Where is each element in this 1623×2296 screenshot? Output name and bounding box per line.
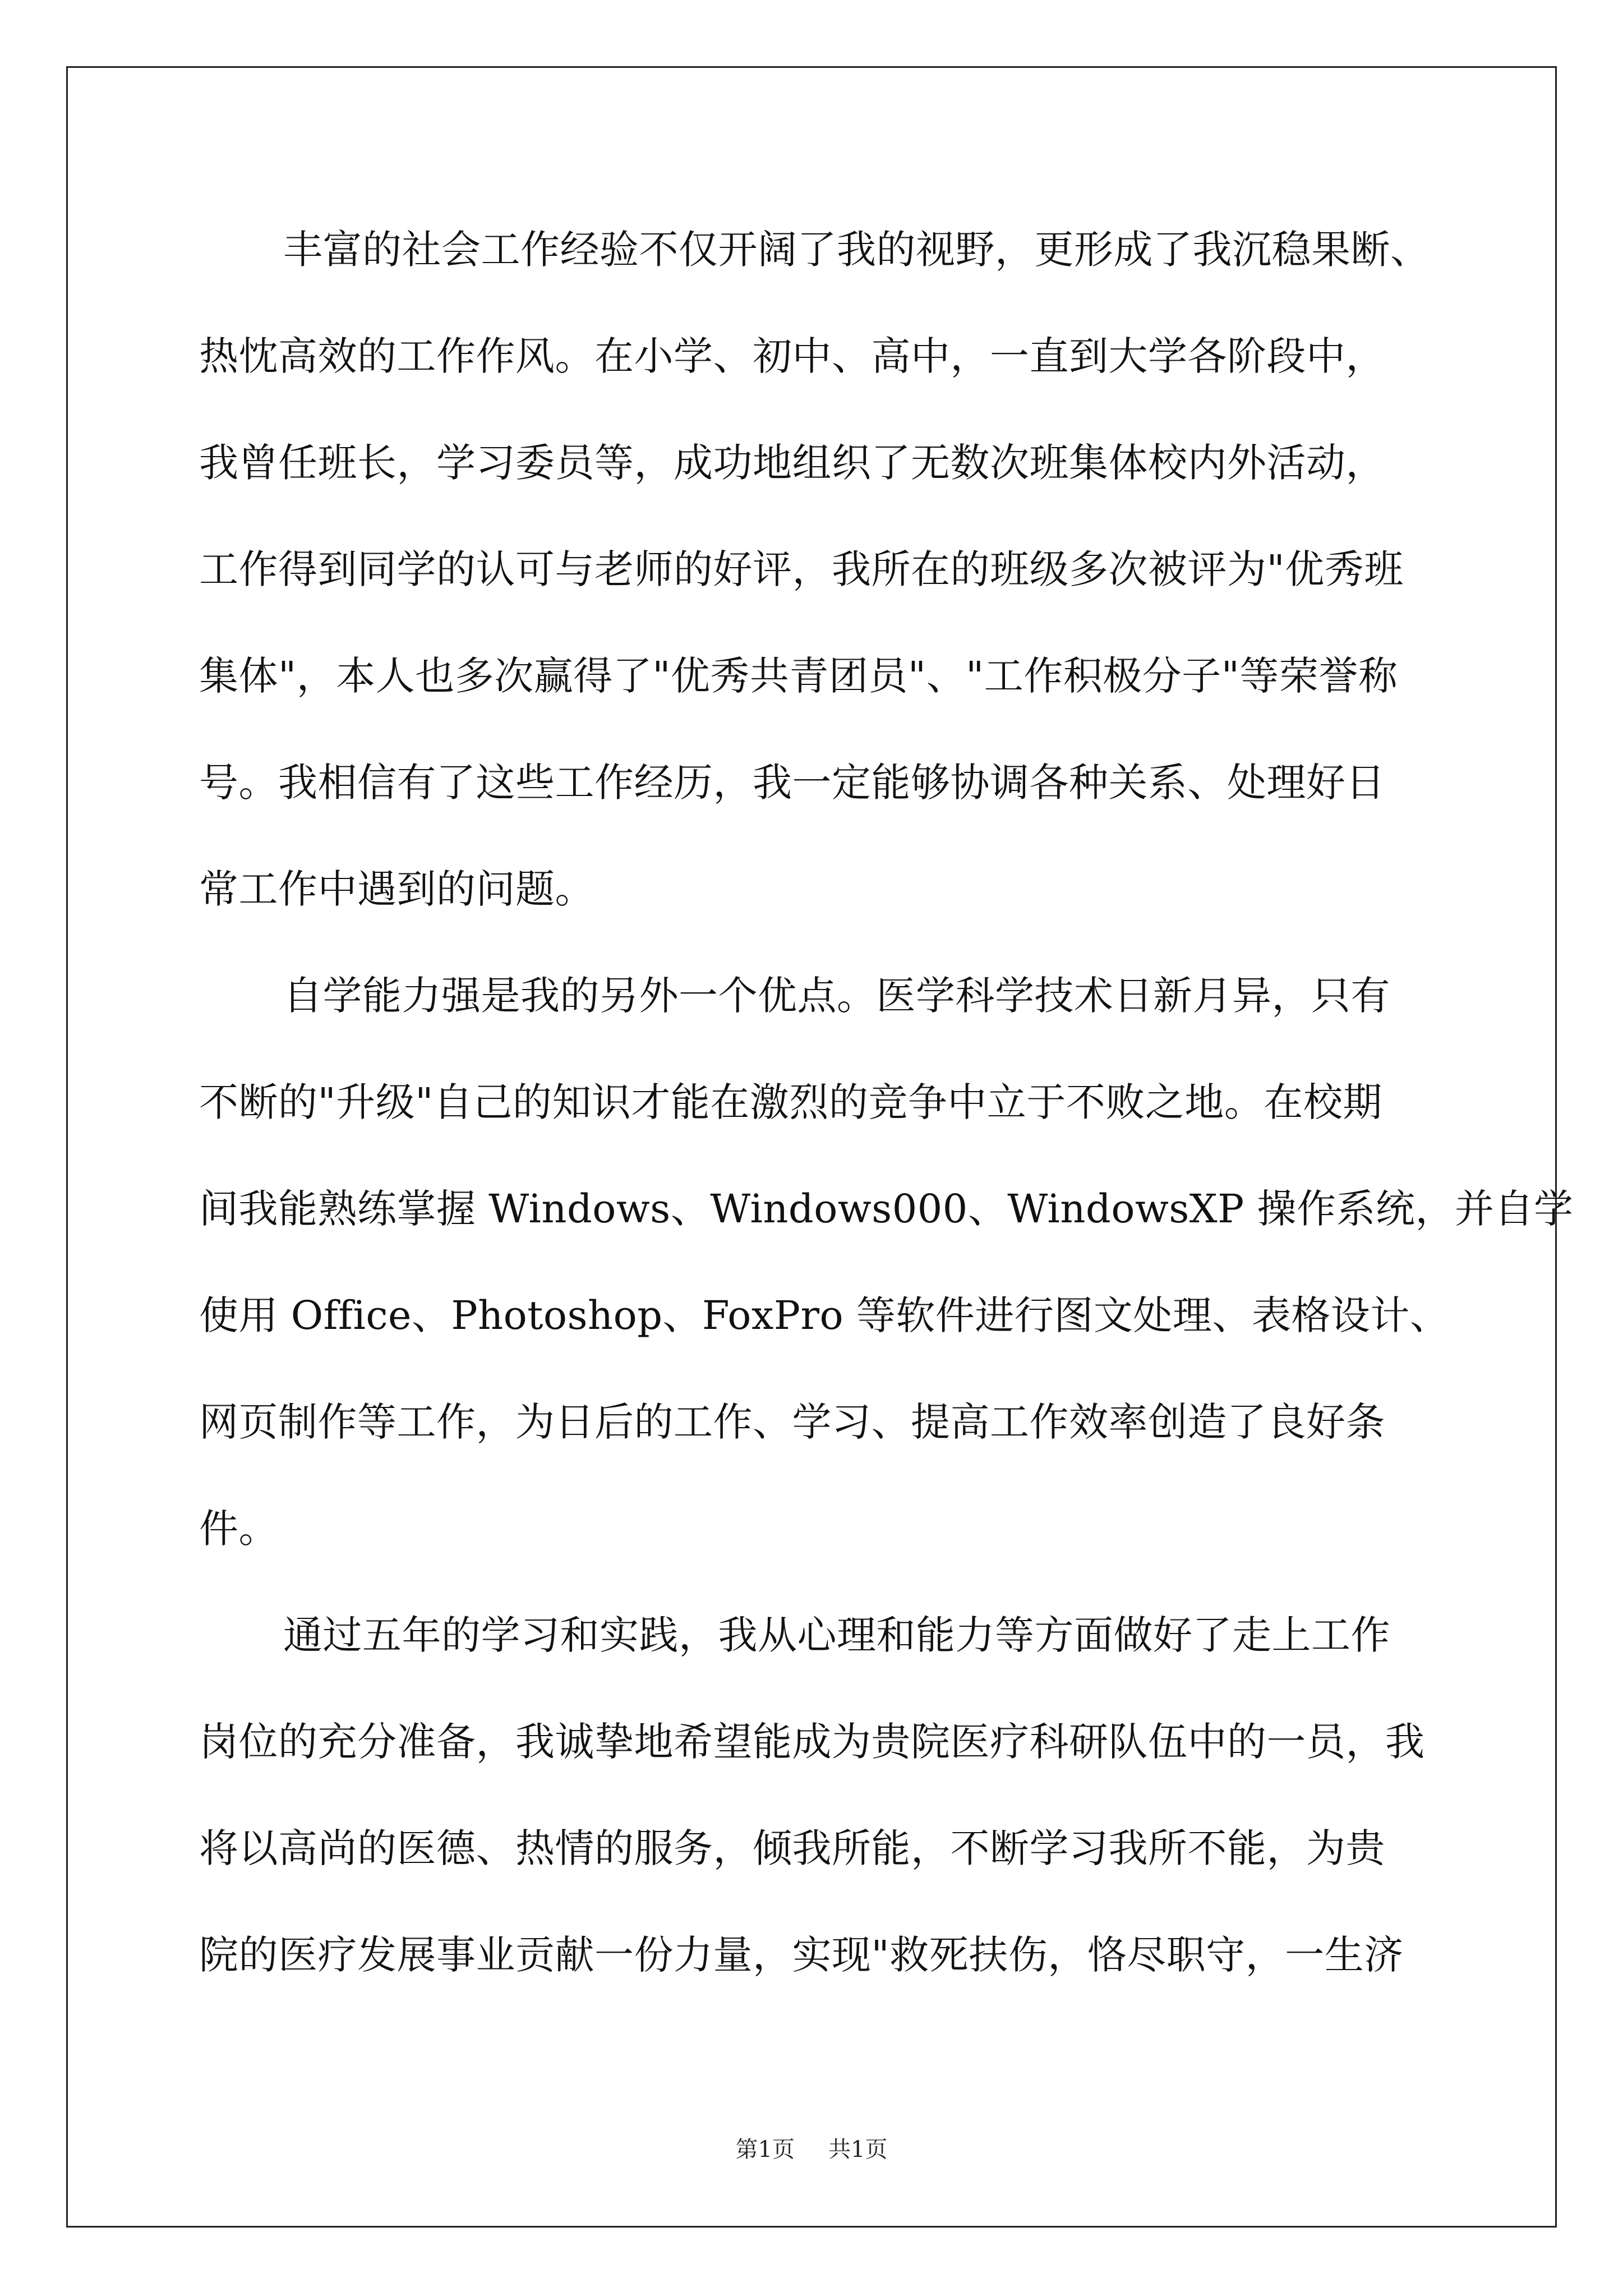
paragraph-2-line-5: 网页制作等工作，为日后的工作、学习、提高工作效率创造了良好条 bbox=[199, 1399, 1385, 1445]
page-number: 第1页 bbox=[735, 2137, 795, 2162]
paragraph-3-line-2: 岗位的充分准备，我诚挚地希望能成为贵院医疗科研队伍中的一员，我 bbox=[199, 1719, 1425, 1765]
paragraph-2-line-6: 件。 bbox=[199, 1506, 278, 1552]
paragraph-3-line-4: 院的医疗发展事业贡献一份力量，实现"救死扶伤，恪尽职守，一生济 bbox=[199, 1932, 1404, 1978]
paragraph-2-line-4: 使用 Office、Photoshop、FoxPro 等软件进行图文处理、表格设计、 bbox=[199, 1292, 1450, 1338]
page-total: 共1页 bbox=[828, 2137, 888, 2162]
paragraph-2-line-1: 自学能力强是我的另外一个优点。医学科学技术日新月异，只有 bbox=[283, 973, 1390, 1019]
paragraph-1-line-2: 热忱高效的工作作风。在小学、初中、高中，一直到大学各阶段中， bbox=[199, 333, 1385, 379]
paragraph-1-line-5: 集体"，本人也多次赢得了"优秀共青团员"、"工作积极分子"等荣誉称 bbox=[199, 653, 1398, 699]
paragraph-2-line-3: 间我能熟练掌握 Windows、Windows000、WindowsXP 操作系统，并自学 bbox=[199, 1186, 1574, 1232]
paragraph-1-line-1: 丰富的社会工作经验不仅开阔了我的视野，更形成了我沉稳果断、 bbox=[283, 227, 1430, 273]
paragraph-1-line-7: 常工作中遇到的问题。 bbox=[199, 866, 594, 912]
paragraph-1-line-3: 我曾任班长，学习委员等，成功地组织了无数次班集体校内外活动， bbox=[199, 440, 1385, 486]
paragraph-2-line-2: 不断的"升级"自己的知识才能在激烈的竞争中立于不败之地。在校期 bbox=[199, 1079, 1382, 1125]
paragraph-3-line-1: 通过五年的学习和实践，我从心理和能力等方面做好了走上工作 bbox=[283, 1612, 1390, 1658]
paragraph-3-line-3: 将以高尚的医德、热情的服务，倾我所能，不断学习我所不能，为贵 bbox=[199, 1825, 1385, 1871]
page-footer bbox=[0, 2133, 1623, 2166]
paragraph-1-line-6: 号。我相信有了这些工作经历，我一定能够协调各种关系、处理好日 bbox=[199, 760, 1385, 806]
page-border bbox=[66, 66, 1574, 2228]
paragraph-1-line-4: 工作得到同学的认可与老师的好评，我所在的班级多次被评为"优秀班 bbox=[199, 546, 1404, 592]
